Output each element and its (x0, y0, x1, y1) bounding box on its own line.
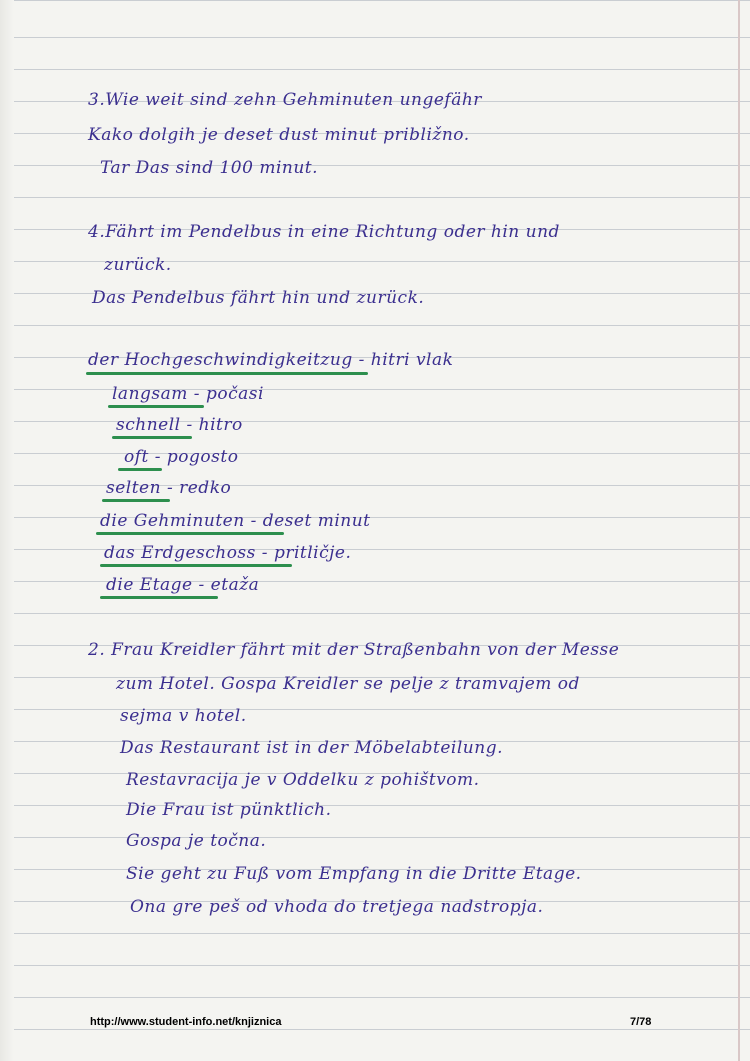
vocab-meaning: pogosto (166, 447, 239, 467)
vocab-meaning: hitro (198, 415, 243, 435)
highlight-underline (108, 405, 204, 408)
q3-question: 3.Wie weit sind zehn Gehminuten ungefähr (88, 90, 482, 110)
q2-line: Die Frau ist pünktlich. (126, 800, 332, 820)
vocab-meaning: počasi (205, 384, 264, 404)
vocab-meaning: redko (179, 478, 232, 498)
highlight-underline (112, 436, 192, 439)
vocab-term: schnell (116, 415, 181, 435)
q2-line: 2. Frau Kreidler fährt mit der Straßenbahn von der Messe (88, 640, 620, 660)
highlight-underline (100, 564, 292, 567)
vocab-meaning: etaža (210, 575, 260, 595)
vocab-sep: - (358, 350, 365, 370)
vocab-item (104, 543, 351, 563)
vocab-sep: - (154, 447, 162, 467)
vocab-item (106, 575, 259, 595)
vocab-term: die Gehminuten (100, 511, 245, 531)
vocab-term: oft (124, 447, 149, 467)
q4-question: 4.Fährt im Pendelbus in eine Richtung oder hin und (88, 222, 560, 242)
q2-line: Sie geht zu Fuß vom Empfang in die Dritte Etage. (126, 864, 582, 884)
vocab-item (88, 350, 453, 370)
q4-answer: Das Pendelbus fährt hin und zurück. (92, 288, 425, 308)
highlight-underline (86, 372, 368, 375)
vocab-sep: - (261, 543, 269, 563)
notebook-binding (0, 0, 14, 1061)
q2-line: Gospa je točna. (126, 831, 267, 851)
q2-line: zum Hotel. Gospa Kreidler se pelje z tramvajem od (116, 674, 580, 694)
vocab-sep: - (198, 575, 205, 595)
q3-answer: Tar Das sind 100 minut. (100, 158, 319, 178)
vocab-sep: - (250, 511, 257, 531)
vocab-term: selten (106, 478, 162, 498)
q2-line: sejma v hotel. (120, 706, 247, 726)
vocab-term: langsam (112, 384, 188, 404)
page-number: 7/78 (630, 1016, 652, 1028)
vocab-item (100, 511, 370, 531)
highlight-underline (118, 468, 162, 471)
vocab-sep: - (186, 415, 193, 435)
q3-translation: Kako dolgih je deset dust minut približno. (88, 125, 470, 145)
vocab-sep: - (166, 478, 174, 498)
vocab-item (112, 384, 264, 404)
vocab-meaning: hitri vlak (370, 350, 454, 370)
vocab-meaning: deset minut (262, 511, 371, 531)
q2-line: Ona gre peš od vhoda do tretjega nadstropja. (130, 897, 544, 917)
highlight-underline (100, 596, 218, 599)
q4-question-cont: zurück. (104, 255, 172, 275)
footer-url: http://www.student-info.net/knjiznica (90, 1016, 282, 1028)
vocab-sep: - (193, 384, 201, 404)
vocab-term: die Etage (106, 575, 193, 595)
q2-line: Restavracija je v Oddelku z pohištvom. (126, 770, 480, 790)
vocab-meaning: pritličje. (273, 543, 352, 563)
vocab-item (116, 415, 243, 435)
vocab-item (106, 478, 231, 498)
vocab-term: das Erdgeschoss (104, 543, 256, 563)
q2-line: Das Restaurant ist in der Möbelabteilung. (120, 738, 503, 758)
highlight-underline (102, 499, 170, 502)
highlight-underline (96, 532, 284, 535)
vocab-term: der Hochgeschwindigkeitzug (88, 350, 353, 370)
vocab-item (124, 447, 238, 467)
margin-line (738, 0, 740, 1061)
